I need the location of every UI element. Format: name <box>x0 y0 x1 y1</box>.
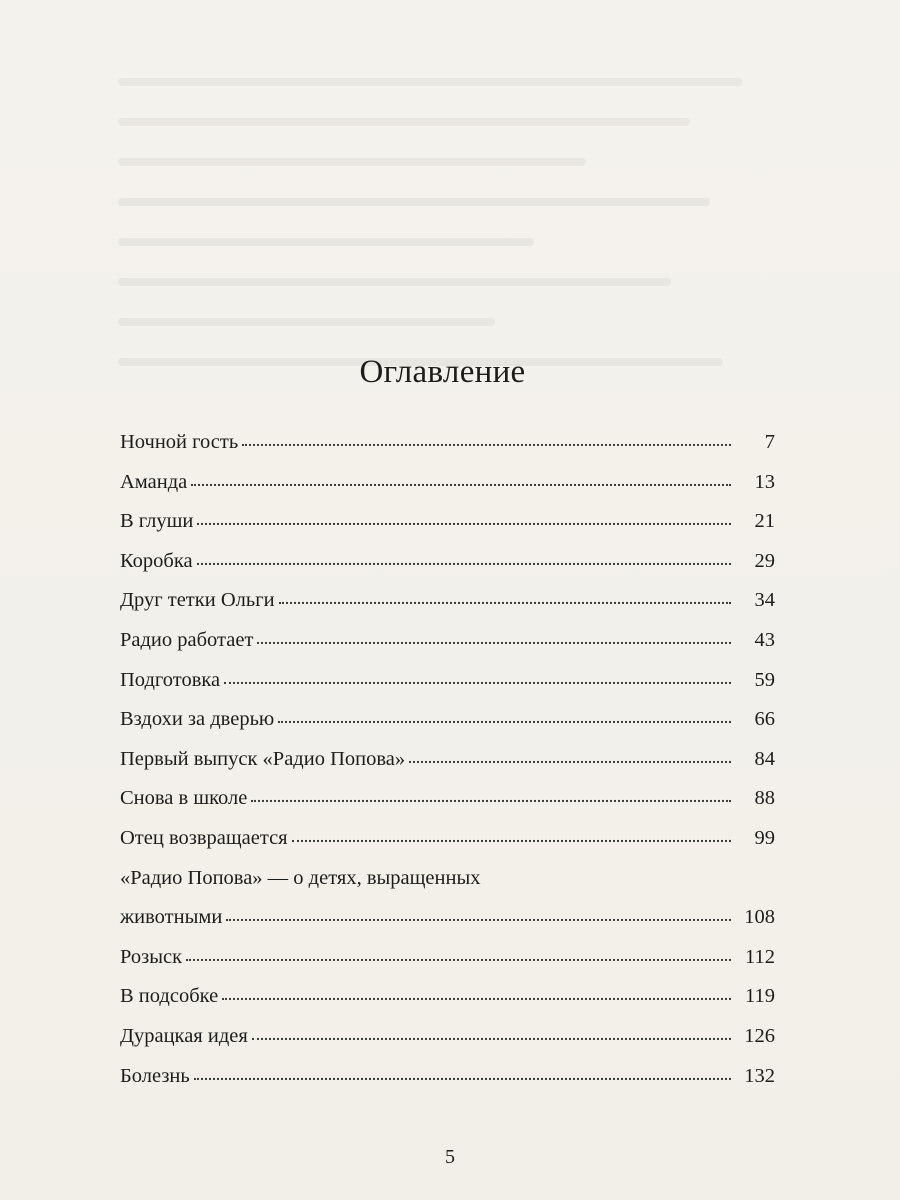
toc-dot-leader <box>251 798 731 802</box>
toc-entry[interactable] <box>120 1024 775 1049</box>
toc-dot-leader <box>226 917 731 921</box>
table-of-contents <box>120 430 775 1103</box>
toc-entry-title: Ночной гость <box>120 431 239 453</box>
toc-entry[interactable] <box>120 628 775 653</box>
toc-entry-title: Друг тетки Ольги <box>120 589 275 612</box>
toc-entry-title: Болезнь <box>120 1064 190 1087</box>
toc-entry-title: Подготовка <box>120 668 221 691</box>
toc-entry[interactable] <box>120 826 775 851</box>
toc-entry-page: 29 <box>754 549 775 572</box>
page-number: 5 <box>445 1146 455 1168</box>
toc-entry-title: В подсобке <box>120 985 219 1008</box>
toc-entry-page: 112 <box>745 945 775 968</box>
toc-entry-page: 13 <box>754 470 775 493</box>
toc-entry-title: Отец возвращается <box>120 826 288 849</box>
toc-entry-title: Вздохи за дверью <box>120 708 275 731</box>
toc-dot-leader <box>409 759 731 763</box>
toc-entry-title: Радио работает <box>120 628 254 651</box>
toc-entry-page: 88 <box>754 787 775 810</box>
toc-dot-leader <box>194 1075 731 1079</box>
toc-dot-leader <box>242 442 731 446</box>
toc-entry[interactable] <box>120 984 775 1009</box>
toc-entry-page: 34 <box>754 589 775 612</box>
toc-entry[interactable] <box>120 945 775 970</box>
toc-entry-page: 126 <box>744 1024 775 1047</box>
toc-dot-leader <box>292 838 731 842</box>
page-title: Оглавление <box>359 354 526 390</box>
toc-entry-page: 43 <box>754 628 775 651</box>
toc-entry-title: Первый выпуск «Радио Попова» <box>120 747 406 770</box>
toc-dot-leader <box>257 640 731 644</box>
toc-dot-leader <box>197 561 731 565</box>
toc-entry-page: 132 <box>744 1064 775 1087</box>
toc-dot-leader <box>224 679 731 683</box>
toc-entry-title: Снова в школе <box>120 787 248 810</box>
toc-entry-page: 99 <box>754 826 775 849</box>
toc-dot-leader <box>279 600 731 604</box>
toc-entry-title: В глуши <box>120 510 194 533</box>
toc-dot-leader <box>278 719 731 723</box>
toc-entry[interactable] <box>120 588 775 613</box>
toc-entry-page: 66 <box>754 708 775 731</box>
toc-dot-leader <box>197 521 731 525</box>
toc-dot-leader <box>222 996 731 1000</box>
toc-entry-page: 7 <box>764 431 775 453</box>
toc-entry[interactable] <box>120 747 775 772</box>
toc-entry[interactable] <box>120 707 775 732</box>
toc-entry-title: Коробка <box>120 549 193 572</box>
toc-dot-leader <box>186 957 731 961</box>
toc-entry-page: 59 <box>754 668 775 691</box>
toc-entry-title-line2: животными <box>120 906 223 929</box>
toc-entry-title: Розыск <box>120 945 183 968</box>
toc-entry-page: 84 <box>754 747 775 770</box>
toc-entry-title: Дурацкая идея <box>120 1024 248 1047</box>
toc-entry-multiline[interactable] <box>120 866 775 930</box>
toc-entry[interactable] <box>120 786 775 811</box>
toc-entry-page: 108 <box>744 906 775 929</box>
toc-entry[interactable] <box>120 1064 775 1089</box>
toc-entry[interactable] <box>120 470 775 495</box>
toc-dot-leader <box>191 481 731 485</box>
toc-entry[interactable] <box>120 668 775 693</box>
toc-entry-page: 21 <box>754 510 775 533</box>
toc-entry[interactable] <box>120 430 775 455</box>
toc-entry-title: Аманда <box>120 470 188 493</box>
toc-entry-title-line1: «Радио Попова» — о детях, выращенных <box>120 866 481 889</box>
toc-dot-leader <box>252 1036 731 1040</box>
toc-entry-page: 119 <box>745 985 775 1008</box>
toc-entry[interactable] <box>120 549 775 574</box>
toc-entry[interactable] <box>120 509 775 534</box>
